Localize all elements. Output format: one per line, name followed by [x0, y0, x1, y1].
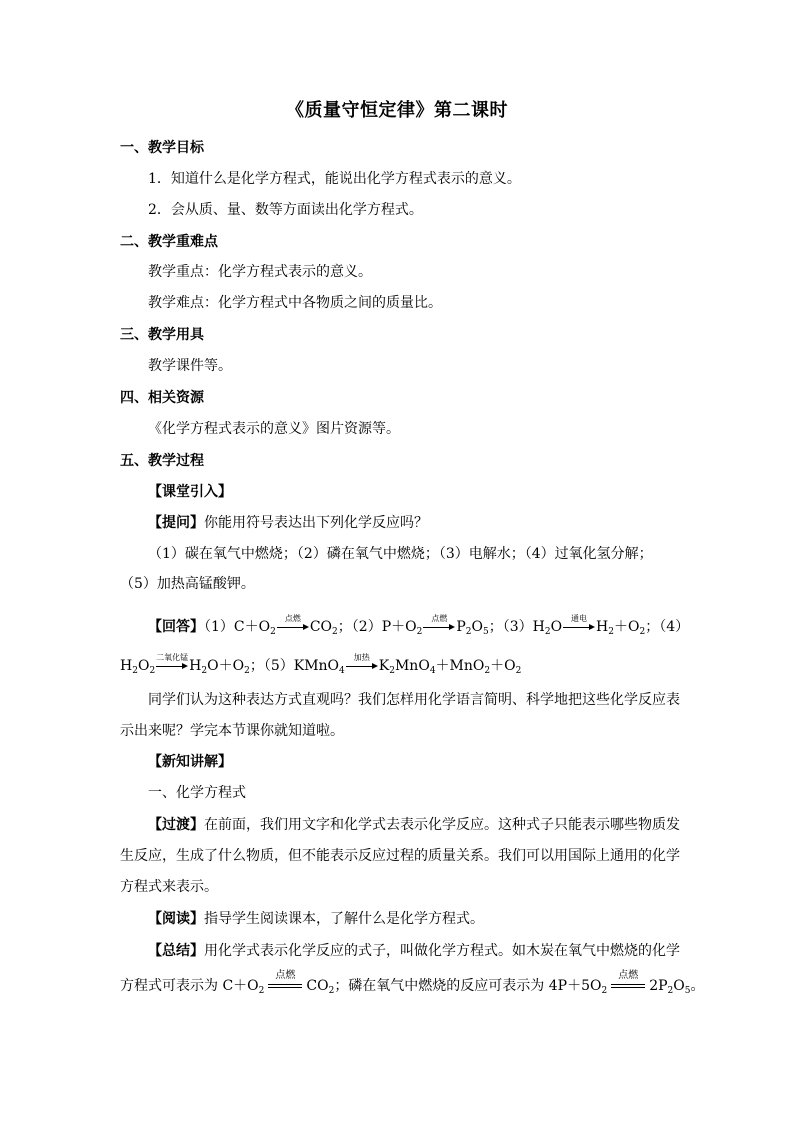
formula-text: ；（4） — [645, 619, 690, 635]
arrow-condition: 二氧化锰 — [156, 653, 189, 662]
section-process-heading: 五、教学过程 — [120, 453, 204, 469]
tools-text: 教学课件等。 — [148, 358, 232, 374]
formula-text: ＋MnO — [435, 658, 485, 674]
subscript: 2 — [244, 666, 250, 676]
formula-text: ＋O — [490, 658, 516, 674]
arrow-head-icon — [372, 663, 378, 669]
formula-text: 2P — [649, 978, 668, 994]
chemical-equation-subheading: 一、化学方程式 — [148, 785, 246, 801]
formula-text: 。 — [690, 978, 705, 994]
subscript: 2 — [258, 986, 265, 996]
formula-text: ；磷在氧气中燃烧的反应可表示为 4P＋5O — [334, 978, 602, 994]
formula-text: CO — [309, 619, 333, 635]
intro-paragraph-line-1: 同学们认为这种表达方式直观吗？我们怎样用化学语言简明、科学地把这些化学反应表 — [148, 692, 680, 708]
arrow-condition: 点燃 — [284, 614, 301, 623]
formula-text: CO — [306, 978, 329, 994]
reaction-arrow — [423, 614, 455, 637]
formula-text: K — [378, 658, 390, 674]
arrow-head-icon — [449, 624, 455, 630]
arrow-condition: 加热 — [353, 653, 370, 662]
subscript: 2 — [608, 627, 614, 637]
summary-tag: 【总结】 — [148, 943, 204, 959]
section-objectives-heading: 一、教学目标 — [120, 140, 204, 156]
subscript: 4 — [429, 666, 436, 676]
difficult-point-text: 教学难点：化学方程式中各物质之间的质量比。 — [148, 295, 442, 311]
reading-text: 指导学生阅读课本，了解什么是化学方程式。 — [204, 911, 484, 927]
formula-text: H — [596, 619, 609, 635]
formula-text: ；（3）H — [488, 619, 545, 635]
subscript: 2 — [328, 986, 335, 996]
new-knowledge-tag: 【新知讲解】 — [148, 754, 232, 770]
transition-text: 在前面，我们用文字和化学式去表示化学反应。这种式子只能表示哪些物质发 — [204, 817, 680, 833]
arrow-condition: 点燃 — [431, 614, 448, 623]
formula-text: H — [120, 658, 133, 674]
formula-text: H — [189, 658, 202, 674]
intro-tag: 【课堂引入】 — [148, 484, 232, 500]
reaction-list-line-1: （1）碳在氧气中燃烧；（2）磷在氧气中燃烧；（3）电解水；（4）过氧化氢分解； — [148, 546, 653, 562]
section-resources-heading: 四、相关资源 — [120, 390, 204, 406]
formula-text: ＋O — [614, 619, 640, 635]
equation-equals-sign — [268, 970, 302, 996]
question-tag: 【提问】 — [148, 515, 204, 531]
arrow-condition: 通电 — [571, 614, 588, 623]
question-text: 你能用符号表达出下列化学反应吗？ — [204, 515, 428, 531]
subscript: 2 — [332, 627, 338, 637]
formula-text: ；（5）KMnO — [249, 658, 340, 674]
answer-tag: 【回答】 — [148, 619, 204, 635]
summary-text: 用化学式表示化学反应的式子，叫做化学方程式。如木炭在氧气中燃烧的化学 — [204, 943, 680, 959]
subscript: 2 — [544, 627, 551, 637]
reaction-arrow — [277, 614, 309, 637]
equation-equals-sign — [611, 970, 645, 996]
subscript: 2 — [416, 627, 423, 637]
subscript: 2 — [270, 627, 276, 637]
arrow-head-icon — [182, 663, 188, 669]
equation-condition: 点燃 — [618, 970, 639, 981]
summary-line-1 — [148, 941, 708, 961]
arrow-head-icon — [303, 624, 309, 630]
subscript: 4 — [339, 666, 345, 676]
formula-text: O — [673, 978, 685, 994]
reading-line — [148, 909, 708, 929]
reaction-arrow — [346, 653, 378, 676]
answer-line-1 — [148, 614, 708, 642]
formula-text: O＋O — [207, 658, 245, 674]
formula-text: O — [137, 658, 150, 674]
subscript: 2 — [601, 986, 608, 996]
transition-tag: 【过渡】 — [148, 817, 204, 833]
transition-line-1 — [148, 815, 708, 835]
formula-text: O — [550, 619, 563, 635]
reaction-arrow — [563, 614, 595, 637]
objective-item-2: 2．会从质、量、数等方面读出化学方程式。 — [148, 202, 423, 218]
transition-line-3: 方程式来表示。 — [120, 879, 218, 895]
arrow-head-icon — [589, 624, 595, 630]
subscript: 2 — [515, 666, 522, 676]
subscript: 2 — [389, 666, 395, 676]
section-tools-heading: 三、教学用具 — [120, 327, 204, 343]
question-line — [148, 513, 708, 533]
subscript: 2 — [149, 666, 156, 676]
subscript: 2 — [201, 666, 208, 676]
formula-text: 方程式可表示为 C＋O — [120, 978, 259, 994]
reaction-list-line-2: （5）加热高锰酸钾。 — [120, 576, 255, 592]
subscript: 2 — [484, 666, 491, 676]
formula-text: ；（2）P＋O — [337, 619, 417, 635]
formula-text: O — [471, 619, 483, 635]
subscript: 5 — [684, 986, 691, 996]
summary-line-2 — [120, 970, 705, 1001]
subscript: 2 — [132, 666, 138, 676]
subscript: 2 — [639, 627, 646, 637]
resources-text: 《化学方程式表示的意义》图片资源等。 — [148, 421, 400, 437]
key-point-text: 教学重点：化学方程式表示的意义。 — [148, 264, 372, 280]
answer-line-2 — [120, 653, 680, 681]
section-key-points-heading: 二、教学重难点 — [120, 234, 218, 250]
transition-line-2: 生反应，生成了什么物质，但不能表示反应过程的质量关系。我们可以用国际上通用的化学 — [120, 848, 680, 864]
subscript: 2 — [667, 986, 674, 996]
formula-text: MnO — [394, 658, 430, 674]
reaction-arrow — [156, 653, 189, 676]
subscript: 5 — [482, 627, 489, 637]
objective-item-1: 1．知道什么是化学方程式，能说出化学方程式表示的意义。 — [148, 171, 521, 187]
subscript: 2 — [465, 627, 472, 637]
intro-paragraph-line-2: 示出来呢？学完本节课你就知道啦。 — [120, 723, 344, 739]
equation-condition: 点燃 — [275, 970, 296, 981]
reading-tag: 【阅读】 — [148, 911, 204, 927]
formula-text: P — [456, 619, 466, 635]
formula-text: （1）C＋O — [204, 619, 271, 635]
document-title: 《质量守恒定律》第二课时 — [286, 100, 508, 121]
